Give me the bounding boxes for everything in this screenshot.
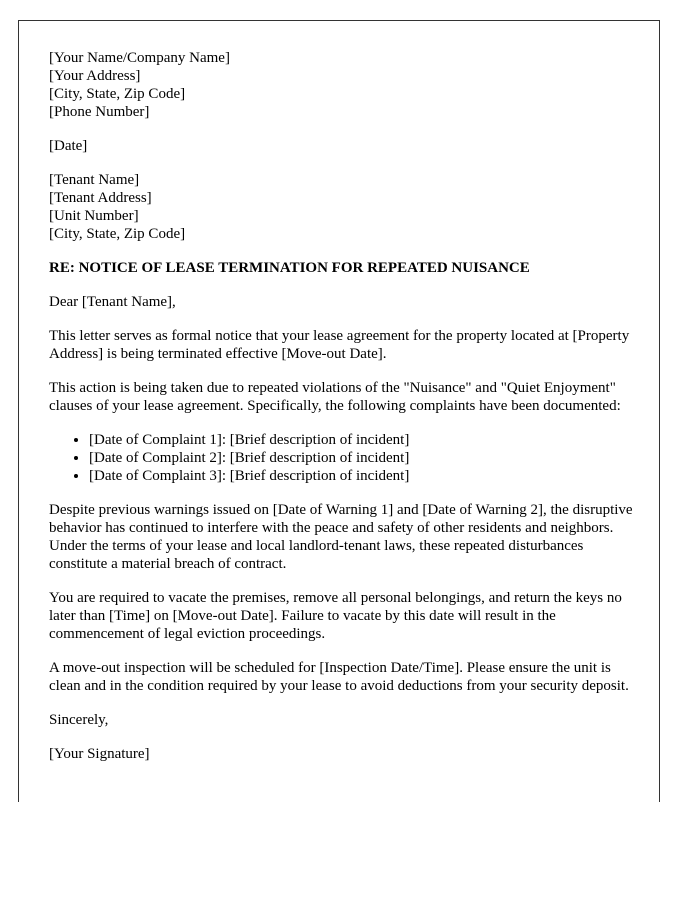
complaint-list [49,431,639,485]
letter-date: [Date] [49,138,88,154]
sender-name: [Your Name/Company Name] [49,50,230,66]
letter-page [18,20,660,802]
recipient-name: [Tenant Name] [49,172,140,188]
paragraph-violations: This action is being taken due to repeated violations of the "Nuisance" and "Quiet Enjoyment" clauses of your lease agreement. Specifically, the following complaints have been documented: [49,380,621,414]
sender-address: [Your Address] [49,68,141,84]
complaint-item: • [Date of Complaint 1]: [Brief description of incident] [89,431,639,449]
paragraph-vacate: You are required to vacate the premises, remove all personal belongings, and return the keys no later than [Time] on [Move-out Date]. Failure to vacate by this date will result in the commencement of legal eviction proceedings. [49,590,622,642]
letter-content [49,49,639,779]
recipient-address: [Tenant Address] [49,190,152,206]
recipient-block [49,171,639,243]
complaint-item: • [Date of Complaint 3]: [Brief description of incident] [89,467,639,485]
recipient-city-state-zip: [City, State, Zip Code] [49,226,186,242]
salutation: Dear [Tenant Name], [49,294,176,310]
complaint-item: • [Date of Complaint 2]: [Brief description of incident] [89,449,639,467]
closing: Sincerely, [49,712,109,728]
recipient-unit: [Unit Number] [49,208,139,224]
sender-phone: [Phone Number] [49,104,150,120]
paragraph-warnings: Despite previous warnings issued on [Date of Warning 1] and [Date of Warning 2], the disruptive behavior has continued to interfere with the peace and safety of other residents and neighbors. Under the terms of your lease and local landlord-tenant laws, these repeated disturbances constitute a material breach of contract. [49,502,633,572]
subject-line: RE: NOTICE OF LEASE TERMINATION FOR REPEATED NUISANCE [49,260,530,276]
sender-city-state-zip: [City, State, Zip Code] [49,86,186,102]
paragraph-inspection: A move-out inspection will be scheduled for [Inspection Date/Time]. Please ensure the unit is clean and in the condition required by your lease to avoid deductions from your security deposit. [49,660,629,694]
signature: [Your Signature] [49,746,150,762]
paragraph-notice: This letter serves as formal notice that your lease agreement for the property located at [Property Address] is being terminated effective [Move-out Date]. [49,328,630,362]
date-block [49,137,639,155]
sender-block [49,49,639,121]
